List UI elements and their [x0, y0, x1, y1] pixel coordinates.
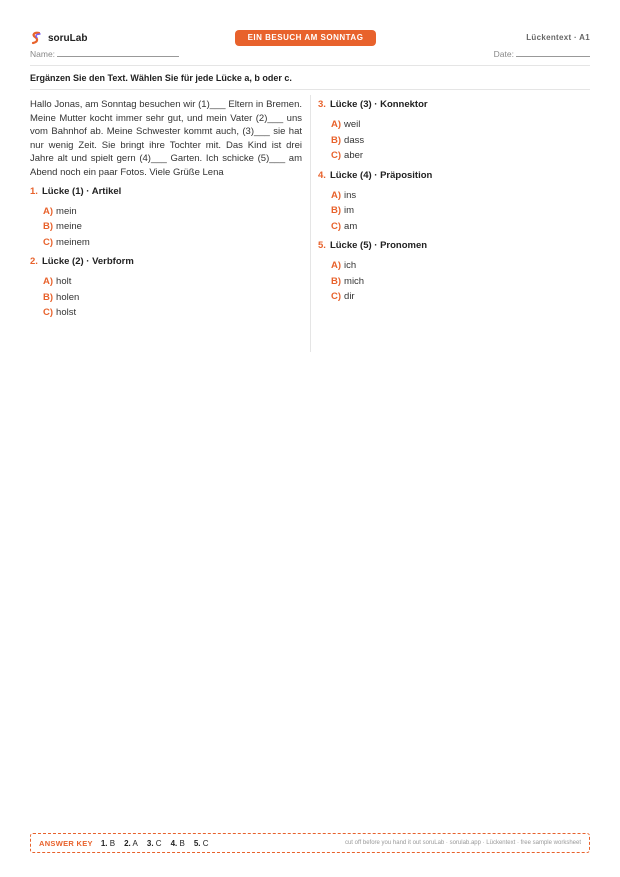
- question-heading: [30, 185, 302, 199]
- option-text: dir: [344, 291, 355, 302]
- option-a[interactable]: [318, 117, 590, 133]
- name-blank[interactable]: [57, 49, 179, 57]
- answer-key-item: [147, 839, 162, 848]
- option-text: im: [344, 205, 355, 216]
- sorulab-logo-icon: [30, 31, 42, 45]
- column-divider: [310, 95, 311, 352]
- option-text: weil: [344, 119, 361, 130]
- option-letter: A): [43, 205, 54, 217]
- option-letter: C): [43, 236, 54, 248]
- option-letter: A): [331, 189, 342, 201]
- answer-number: 2.: [124, 838, 131, 848]
- option-text: am: [344, 220, 358, 232]
- question-title: Lücke (5) · Pronomen: [329, 240, 428, 251]
- question-heading: [318, 169, 590, 183]
- date-field[interactable]: [494, 49, 590, 59]
- option-text: holt: [56, 276, 72, 288]
- question-heading: [30, 255, 302, 269]
- option-text: holst: [56, 307, 77, 319]
- answer-number: 1.: [100, 838, 108, 848]
- option-letter: C): [331, 150, 342, 161]
- option-text: holen: [56, 291, 80, 303]
- question-5: [318, 239, 590, 305]
- left-column: [30, 98, 302, 326]
- option-text: ich: [344, 260, 357, 271]
- name-field[interactable]: [30, 49, 179, 59]
- option-text: meine: [56, 221, 82, 233]
- answer-value: C: [155, 838, 162, 848]
- answer-value: A: [132, 838, 138, 848]
- option-letter: B): [331, 205, 342, 216]
- answer-key-title: ANSWER KEY: [39, 838, 93, 848]
- option-letter: C): [331, 220, 342, 232]
- passage-text: Hallo Jonas, am Sonntag besuchen wir (1)___ Eltern in Bremen. Meine Mutter kocht immer sehr gut, und mein Vater (2)___ uns vom Bahnhof ab. Meine Schwester kommt auch, (3)___ sie hat nur wenig Zeit. Sie bringt ihre Tochter mit. Das Kind ist drei Jahre alt und spielt gern (4)___ Garten. Ich schicke (5)___ am Abend noch ein paar Fotos. Viele Grüße Lena: [30, 99, 302, 178]
- question-4: [318, 169, 590, 235]
- option-c[interactable]: [30, 235, 302, 251]
- question-number: 2.: [30, 256, 38, 268]
- option-text: dass: [344, 134, 365, 146]
- question-number: 3.: [318, 99, 326, 110]
- brand-name: soruLab: [48, 32, 88, 44]
- option-c[interactable]: [318, 289, 590, 305]
- option-a[interactable]: [30, 274, 302, 290]
- option-b[interactable]: [30, 219, 302, 235]
- instructions: Ergänzen Sie den Text. Wählen Sie für jede Lücke a, b oder c.: [30, 73, 292, 83]
- option-c[interactable]: [30, 305, 302, 321]
- option-letter: C): [43, 307, 54, 319]
- answer-number: 4.: [170, 838, 178, 848]
- option-b[interactable]: [318, 203, 590, 219]
- date-blank[interactable]: [516, 49, 590, 57]
- answer-key-item: [194, 839, 209, 848]
- worksheet-level: Lückentext · A1: [526, 33, 590, 42]
- option-a[interactable]: [318, 188, 590, 204]
- answer-key-note: cut off before you hand it out soruLab · sorulab.app · Lückentext · free sample worksheet: [344, 840, 581, 846]
- question-title: Lücke (3) · Konnektor: [329, 99, 428, 110]
- question-1: [30, 185, 302, 251]
- option-letter: B): [43, 291, 54, 303]
- option-letter: C): [331, 291, 342, 302]
- question-heading: [318, 239, 590, 253]
- question-heading: [318, 98, 590, 112]
- question-number: 5.: [318, 240, 326, 251]
- option-text: mich: [344, 275, 365, 287]
- question-number: 4.: [318, 169, 326, 181]
- answer-key-item: [171, 839, 185, 848]
- option-letter: B): [43, 221, 54, 233]
- option-b[interactable]: [318, 274, 590, 290]
- answer-key-item: [124, 839, 138, 848]
- option-letter: B): [331, 275, 342, 287]
- answer-number: 3.: [146, 838, 154, 848]
- option-letter: A): [43, 276, 54, 288]
- worksheet-title: EIN BESUCH AM SONNTAG: [235, 30, 376, 46]
- answer-value: C: [202, 838, 209, 848]
- brand: [30, 31, 87, 45]
- answer-value: B: [109, 838, 116, 848]
- answer-key-item: [101, 839, 115, 848]
- question-title: Lücke (1) · Artikel: [41, 185, 122, 197]
- question-number: 1.: [30, 185, 38, 197]
- question-title: Lücke (4) · Präposition: [329, 169, 433, 181]
- name-label: Name:: [30, 49, 56, 59]
- answer-number: 5.: [193, 838, 201, 848]
- option-a[interactable]: [30, 204, 302, 220]
- option-b[interactable]: [30, 290, 302, 306]
- answer-key: [30, 833, 590, 853]
- option-text: meinem: [56, 236, 90, 248]
- option-text: aber: [344, 150, 364, 161]
- option-letter: B): [331, 134, 342, 146]
- answer-value: B: [179, 838, 185, 848]
- instructions-divider: [30, 89, 590, 90]
- option-text: mein: [56, 205, 77, 217]
- header-divider: [30, 65, 590, 66]
- option-letter: A): [331, 260, 342, 271]
- question-2: [30, 255, 302, 321]
- option-letter: A): [331, 119, 342, 130]
- right-column: [318, 98, 590, 310]
- option-b[interactable]: [318, 133, 590, 149]
- option-c[interactable]: [318, 219, 590, 235]
- date-label: Date:: [493, 49, 514, 59]
- question-title: Lücke (2) · Verbform: [41, 256, 134, 268]
- option-text: ins: [344, 189, 357, 201]
- option-c[interactable]: [318, 148, 590, 164]
- question-3: [318, 98, 590, 164]
- option-a[interactable]: [318, 258, 590, 274]
- worksheet-header: [30, 30, 590, 60]
